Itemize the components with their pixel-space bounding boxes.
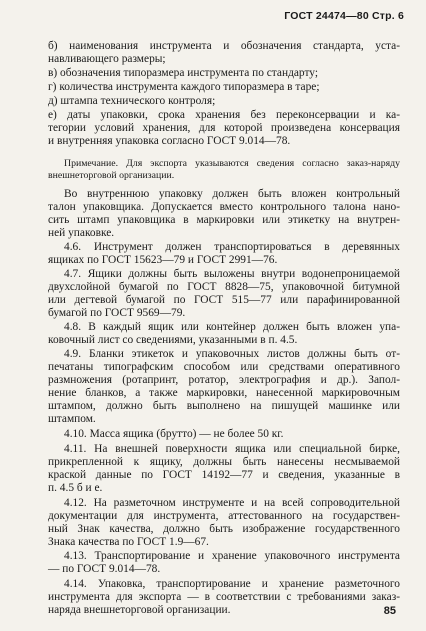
- text-line: прикрепленной к ящику, должны быть нанесены несмываемой: [48, 456, 400, 468]
- text-line: внешнеторговой организации.: [48, 170, 175, 181]
- text-line: штампом, должно быть выполнено на пишущей машинке или: [48, 400, 400, 412]
- text-line: двухслойной бумагой по ГОСТ 8828—75, упаковочной битумной: [48, 281, 400, 293]
- text-line: Во внутреннюю упаковку должен быть вложен контрольный: [64, 188, 400, 200]
- text-line: 4.13. Транспортирование и хранение упаковочного инструмента: [64, 550, 400, 562]
- text-line: г) количества инструмента каждого типоразмера в таре;: [48, 81, 320, 93]
- text-line: в) обозначения типоразмера инструмента по стандарту;: [48, 67, 319, 79]
- text-line: нение бланков, а также маркировки, нанесенной маркировочным: [48, 387, 400, 399]
- text-line: наряда внешнеторговой организации.: [48, 604, 231, 616]
- text-line: навливающего размеры;: [48, 53, 166, 65]
- text-line: ковочный лист со сведениями, указанными в п. 4.5.: [48, 334, 298, 346]
- text-line: 4.7. Ящики должны быть выложены внутри водонепроницаемой: [64, 268, 400, 280]
- text-line: 4.11. На внешней поверхности ящика или специальной бирке,: [64, 443, 400, 455]
- text-line: 4.6. Инструмент должен транспортироваться в деревянных: [64, 241, 400, 253]
- text-line: Знака качества по ГОСТ 1.9—67.: [48, 536, 209, 548]
- text-line: е) даты упаковки, срока хранения без переконсервации и ка-: [48, 109, 400, 121]
- text-line: штампом.: [48, 413, 96, 425]
- text-line: ящиках по ГОСТ 15623—79 и ГОСТ 2991—76.: [48, 254, 278, 266]
- text-line: ней упаковке.: [48, 227, 115, 239]
- text-line: документации для инструмента, аттестованного на государствен-: [48, 510, 400, 522]
- text-line: бумагой по ГОСТ 9569—79.: [48, 307, 186, 319]
- text-line: ный Знак качества, должно быть изображение государственного: [48, 523, 400, 535]
- text-line: д) штампа технического контроля;: [48, 95, 216, 107]
- text-line: инструмента для экспорта — в соответствии с требованиями заказ-: [48, 591, 400, 603]
- text-line: краской данные по ГОСТ 14192—77 и сведения, указанные в: [48, 469, 400, 481]
- page-header: ГОСТ 24474—80 Стр. 6: [284, 10, 404, 22]
- text-line: — по ГОСТ 9.014—78.: [48, 563, 161, 575]
- page-number: 85: [383, 605, 396, 617]
- text-line: талон упаковщика. Допускается вместо контрольного талона нано-: [48, 201, 400, 213]
- text-line: Примечание. Для экспорта указываются сведения согласно заказ-наряду: [64, 158, 400, 169]
- text-line: 4.9. Бланки этикеток и упаковочных листов должны быть от-: [64, 348, 400, 360]
- text-line: 4.14. Упаковка, транспортирование и хранение разметочного: [64, 578, 400, 590]
- text-line: 4.12. На разметочном инструменте и на всей сопроводительной: [64, 497, 400, 509]
- text-line: п. 4.5 б и е.: [48, 482, 103, 494]
- text-line: размножения (ротапринт, ротатор, электрография и др.). Запол-: [48, 374, 400, 386]
- text-line: и внутренняя упаковка согласно ГОСТ 9.014—78.: [48, 135, 291, 147]
- text-line: тегории условий хранения, для которой произведена консервация: [48, 122, 400, 134]
- text-line: 4.8. В каждый ящик или контейнер должен быть вложен упа-: [64, 321, 400, 333]
- text-line: печатаны типографским способом или средствами оперативного: [48, 361, 400, 373]
- text-line: или дегтевой бумагой по ГОСТ 515—77 или парафинированной: [48, 294, 400, 306]
- text-line: 4.10. Масса ящика (брутто) — не более 50 кг.: [64, 428, 284, 440]
- text-line: сить штамп упаковщика в маркировки или этикетку на внутрен-: [48, 214, 400, 226]
- text-line: б) наименования инструмента и обозначения стандарта, уста-: [48, 40, 400, 52]
